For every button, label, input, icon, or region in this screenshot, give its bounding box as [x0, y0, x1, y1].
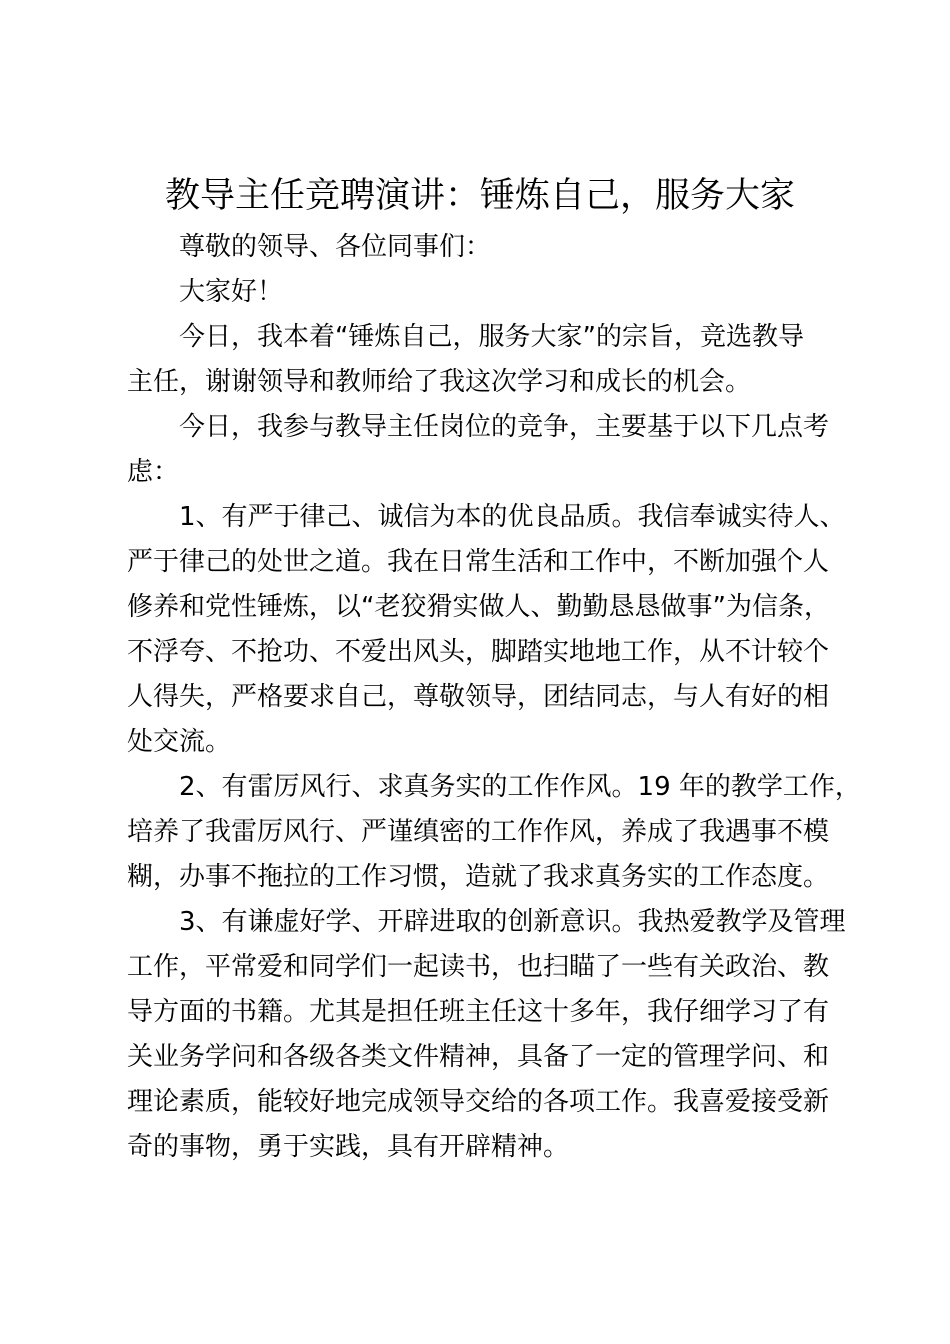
text-line: 严于律己的处世之道。我在日常生活和工作中，不断加强个人 — [127, 547, 830, 577]
text-line: 2、有雷厉风行、求真务实的工作作风。19 年的教学工作， — [179, 772, 861, 802]
text-line: 关业务学问和各级各类文件精神，具备了一定的管理学问、和 — [127, 1042, 830, 1072]
text-line: 不浮夸、不抢功、不爱出风头，脚踏实地地工作，从不计较个 — [127, 637, 830, 667]
text-line: 虑： — [127, 457, 180, 487]
text-line: 导方面的书籍。尤其是担任班主任这十多年，我仔细学习了有 — [127, 997, 830, 1027]
document-title: 教导主任竞聘演讲：锤炼自己，服务大家 — [164, 176, 795, 216]
text-line: 理论素质，能较好地完成领导交给的各项工作。我喜爱接受新 — [127, 1087, 830, 1117]
text-line: 修养和党性锤炼，以“老狡猾实做人、勤勤恳恳做事”为信条， — [127, 592, 830, 622]
text-line: 大家好！ — [179, 277, 284, 307]
document-body — [127, 225, 867, 1170]
text-line: 3、有谦虚好学、开辟进取的创新意识。我热爱教学及管理 — [179, 907, 846, 937]
text-line: 尊敬的领导、各位同事们： — [179, 232, 492, 262]
text-line: 人得失，严格要求自己，尊敬领导，团结同志，与人有好的相 — [127, 682, 830, 712]
text-line: 今日，我本着“锤炼自己，服务大家”的宗旨，竞选教导 — [179, 322, 804, 352]
text-line: 奇的事物，勇于实践，具有开辟精神。 — [127, 1132, 570, 1162]
text-line: 1、有严于律己、诚信为本的优良品质。我信奉诚实待人、 — [179, 502, 846, 532]
text-line: 培养了我雷厉风行、严谨缜密的工作作风，养成了我遇事不模 — [127, 817, 830, 847]
text-line: 糊，办事不拖拉的工作习惯，造就了我求真务实的工作态度。 — [127, 862, 830, 892]
text-line: 处交流。 — [127, 727, 232, 757]
text-line: 主任，谢谢领导和教师给了我这次学习和成长的机会。 — [127, 367, 752, 397]
text-line: 今日，我参与教导主任岗位的竞争，主要基于以下几点考 — [179, 412, 830, 442]
text-line: 工作，平常爱和同学们一起读书，也扫瞄了一些有关政治、教 — [127, 952, 830, 982]
